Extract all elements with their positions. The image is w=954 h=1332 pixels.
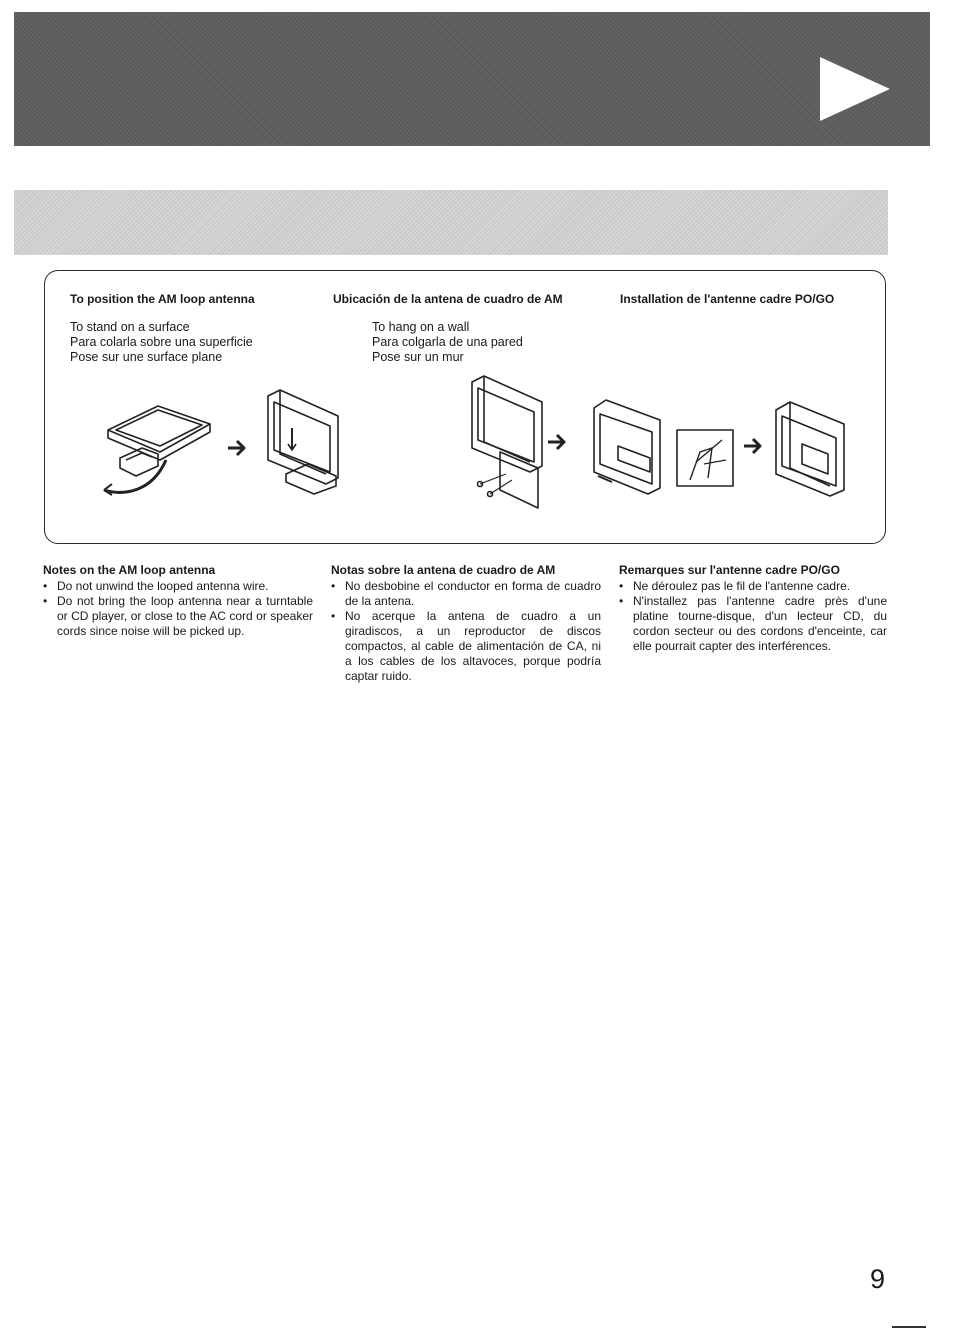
antenna-illustrations [60, 368, 870, 518]
antenna-mounted-illustration [594, 400, 660, 494]
list-item: • N'installez pas l'antenne cadre près d'une platine tourne-disque, d'un lecteur CD, du cordon secteur ou des cordons d'enceinte, car elle pourrait capter des interférences. [619, 594, 887, 654]
antenna-standing-illustration [268, 390, 338, 494]
notes-en [43, 563, 313, 639]
arrow-right-icon [548, 435, 564, 449]
antenna-final-illustration [776, 402, 844, 496]
arrow-right-icon [744, 439, 760, 453]
notes-es-title: Notas sobre la antena de cuadro de AM [331, 563, 556, 577]
wall-instructions [372, 320, 523, 365]
notes-fr-title: Remarques sur l'antenne cadre PO/GO [619, 563, 840, 577]
surface-fr: Pose sur une surface plane [70, 350, 223, 364]
notes-es [331, 563, 601, 684]
top-banner [14, 12, 930, 146]
wall-es: Para colgarla de una pared [372, 335, 523, 349]
surface-es: Para colarla sobre una superficie [70, 335, 253, 349]
list-item: • Do not bring the loop antenna near a turntable or CD player, or close to the AC cord or speaker cords since noise will be picked up. [43, 594, 313, 639]
play-arrow-icon [820, 57, 890, 121]
antenna-flat-illustration [104, 406, 210, 495]
wall-fr: Pose sur un mur [372, 350, 464, 364]
list-item: • No acerque la antena de cuadro a un giradiscos, a un reproductor de discos compactos, al cable de alimentación de CA, ni a los cables de los altavoces, porque podría captar ruido. [331, 609, 601, 684]
heading-en: To position the AM loop antenna [70, 292, 255, 306]
surface-en: To stand on a surface [70, 320, 190, 334]
list-item: • No desbobine el conductor en forma de cuadro de la antena. [331, 579, 601, 609]
notes-fr [619, 563, 887, 654]
arrow-right-icon [228, 441, 244, 455]
corner-mark [892, 1326, 926, 1328]
page-number: 9 [870, 1264, 886, 1294]
antenna-wall-illustration [472, 376, 542, 508]
surface-instructions [70, 320, 253, 365]
heading-es: Ubicación de la antena de cuadro de AM [333, 292, 563, 306]
list-item: • Ne déroulez pas le fil de l'antenne cadre. [619, 579, 887, 594]
list-item: • Do not unwind the looped antenna wire. [43, 579, 313, 594]
detail-inset [677, 430, 733, 486]
section-banner [14, 190, 888, 255]
heading-fr: Installation de l'antenne cadre PO/GO [620, 292, 835, 306]
notes-en-title: Notes on the AM loop antenna [43, 563, 216, 577]
wall-en: To hang on a wall [372, 320, 470, 334]
